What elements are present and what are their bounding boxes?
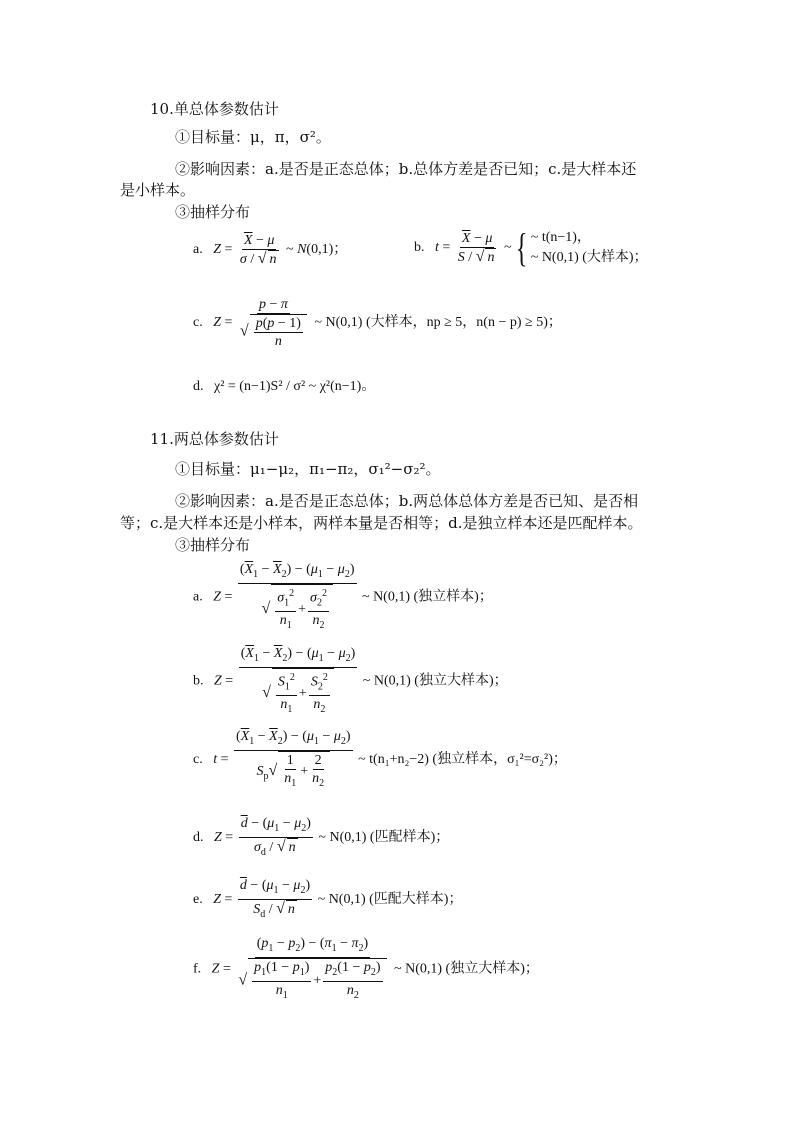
formula-11f: f. Z = $(p_1 - p_2) - (\pi_1 - \pi_2)$ √ $\frac{p_1(1 - p_1)}{n_1}$ + $\frac{p_2(1 - p_2)}{n_2}$ ~ N(0,1) (独立大样本)； <box>193 935 539 1003</box>
formula-11d: d. Z = $\frac{\overline{d} - (\mu_1 - \mu_2)}{\sigma_d / √ n}$ ~ N(0,1) (匹配样本)； <box>193 816 450 858</box>
section-11-targets: ①目标量：μ₁−μ₂，π₁−π₂，σ₁²−σ₂²。 <box>175 460 441 478</box>
formula-11b: b. Z = $(\overline{X}_1 - \overline{X}_2) - (\mu_1 - \mu_2)$ √ $\frac{S_1^2}{n_1}$ + $\frac{S_2^2}{n_2}$ ~ N(0,1) (独立大样本)； <box>193 645 508 718</box>
section-11-sampling-title: ③抽样分布 <box>175 536 251 554</box>
formula-11c: c. t = $(\overline{X}_1 - \overline{X}_2) - (\mu_1 - \mu_2)$ $S_p√$ $\frac{1}{n_1}$ + $\frac{2}{n_2}$ ~ t(n₁+n₂−2) (独立样本，σ₁²=σ₂²)； <box>193 728 567 792</box>
formula-11e: e. Z = $\frac{\overline{d} - (\mu_1 - \mu_2)}{S_d / √ n}$ ~ N(0,1) (匹配大样本)； <box>193 878 463 920</box>
note-11e: ~ N(0,1) (匹配大样本)； <box>317 892 463 908</box>
note-10b-2: ~ N(0,1) (大样本)； <box>530 250 648 265</box>
label-b: b. <box>193 673 204 689</box>
label-a: a. <box>193 242 203 258</box>
formula-11a: a. Z = $(\overline{X}_1 - \overline{X}_2) - (\mu_1 - \mu_2)$ √ $\frac{\sigma_1^2}{n_1}$ + $\frac{\sigma_2^2}{n_2}$ ~ N(0,1) (独立样本)； <box>193 561 493 634</box>
note-10a: ； <box>333 242 348 258</box>
formula-10d-text: χ² = (n−1)S² / σ² ~ χ²(n−1)。 <box>214 379 376 394</box>
note-11a: ~ N(0,1) (独立样本)； <box>362 589 493 605</box>
section-10-factors-line1: ②影响因素：a.是否是正态总体；b.总体方差是否已知；c.是大样本还 <box>175 160 637 178</box>
label-b: b. <box>414 240 425 256</box>
note-10c: ~ N(0,1) (大样本，np ≥ 5，n(n − p) ≥ 5)； <box>314 315 562 331</box>
note-10b-1: ~ t(n−1)， <box>530 230 591 245</box>
section-10-sampling-title: ③抽样分布 <box>175 203 251 221</box>
label-c: c. <box>193 752 203 768</box>
label-d: d. <box>193 830 204 846</box>
note-11c: ~ t(n₁+n₂−2) (独立样本，σ₁²=σ₂²)； <box>358 752 567 768</box>
note-11f: ~ N(0,1) (独立大样本)； <box>394 961 539 977</box>
section-11-heading: 11.两总体参数估计 <box>150 430 279 448</box>
label-a: a. <box>193 589 203 605</box>
section-11-factors-line1: ②影响因素：a.是否是正态总体；b.两总体总体方差是否已知、是否相 <box>175 492 639 510</box>
formula-10c: c. Z = p − π √ $\frac{p(p - 1)}{n}$ ~ N(0,1) (大样本，np ≥ 5，n(n − p) ≥ 5)； <box>193 297 562 349</box>
label-f: f. <box>193 961 202 977</box>
note-11b: ~ N(0,1) (独立大样本)； <box>362 673 508 689</box>
note-11d: ~ N(0,1) (匹配样本)； <box>318 830 450 846</box>
section-10-factors-line2: 是小样本。 <box>120 181 196 199</box>
label-d: d. <box>193 379 204 394</box>
section-11-factors-line2: 等；c.是大样本还是小样本，两样本量是否相等；d.是独立样本还是匹配样本。 <box>120 514 643 532</box>
section-10-targets: ①目标量：μ，π，σ²。 <box>175 128 331 146</box>
formula-10d <box>193 378 375 396</box>
section-10-heading: 10.单总体参数估计 <box>150 100 279 118</box>
formula-10a: a. Z = $\frac{\overline{X} - \mu}{\sigma / √ n}$ ~ N(0,1)； <box>193 233 348 267</box>
label-c: c. <box>193 315 203 331</box>
label-e: e. <box>193 892 203 908</box>
formula-10b: b. t = $\frac{\overline{X} - \mu}{S / √ n}$ ~{ ~ t(n−1)， ~ N(0,1) (大样本)； <box>414 225 648 270</box>
